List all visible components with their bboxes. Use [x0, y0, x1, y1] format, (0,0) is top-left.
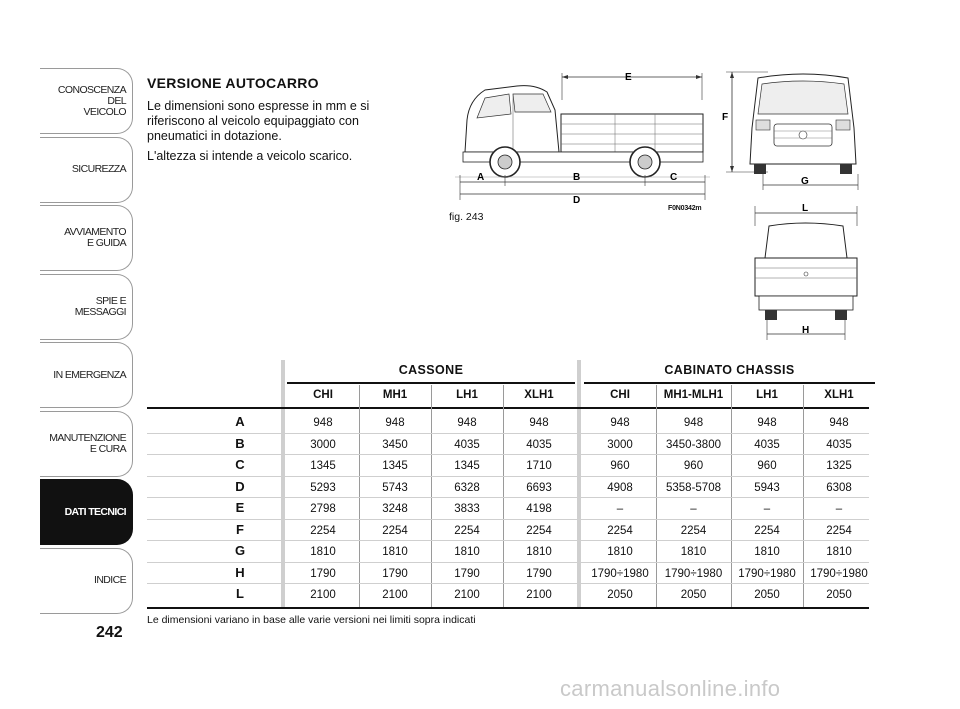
table-cell: 2254: [754, 524, 780, 537]
sidebar-tab-4[interactable]: SPIE E MESSAGGI: [40, 274, 133, 340]
figure-code: F0N0342m: [668, 205, 702, 212]
table-cell: 1345: [454, 460, 480, 472]
table-cell: 1790: [526, 567, 552, 580]
page-number: 242: [96, 624, 123, 641]
table-cell: 948: [610, 417, 630, 429]
row-label: L: [236, 586, 244, 601]
table-cell: 2100: [526, 589, 552, 601]
table-cell: 1790: [382, 567, 408, 580]
row-rule: [147, 583, 869, 584]
sidebar-tab-5[interactable]: IN EMERGENZA: [40, 342, 133, 408]
table-footnote: Le dimensioni variano in base alle varie versioni nei limiti sopra indicati: [147, 614, 476, 626]
section-title: VERSIONE AUTOCARRO: [147, 75, 319, 91]
table-cell: 1790÷1980: [738, 567, 796, 580]
row-label: B: [235, 435, 245, 451]
table-cell: 2254: [826, 524, 852, 537]
figure-label: fig. 243: [449, 211, 484, 223]
table-cell: 1810: [826, 546, 852, 558]
table-cell: 2254: [680, 524, 707, 537]
table-cell: 2254: [607, 524, 633, 537]
dim-label-f: F: [722, 112, 729, 123]
table-cell: 2254: [454, 524, 480, 537]
row-label: G: [234, 543, 246, 558]
dim-label-a: A: [477, 172, 485, 183]
table-cell: 948: [829, 417, 849, 429]
sidebar-tab-6[interactable]: MANUTENZIONE E CURA: [40, 411, 133, 477]
table-cell: 1790÷1980: [664, 567, 723, 580]
sidebar-tab-7[interactable]: DATI TECNICI: [40, 479, 133, 545]
table-cell: 3833: [454, 503, 480, 515]
table-cell: 5743: [382, 481, 408, 494]
table-cell: 2254: [526, 524, 552, 537]
table-cell: 4035: [754, 438, 780, 451]
column-header: XLH1: [524, 389, 554, 401]
table-cell: 1710: [526, 460, 552, 472]
table-cell: 6328: [454, 481, 480, 494]
table-cell: 1810: [680, 546, 707, 558]
table-cell: 3450-3800: [666, 438, 721, 451]
truck-rear-view-diagram: [745, 198, 865, 343]
table-cell: 960: [610, 460, 630, 472]
table-cell: 948: [683, 417, 704, 429]
header-rule: [147, 407, 869, 409]
truck-side-view-diagram: [455, 70, 715, 210]
table-cell: 1810: [754, 546, 780, 558]
row-rule: [147, 454, 869, 455]
table-cell: 4035: [526, 438, 552, 451]
column-group-bar: [577, 360, 581, 608]
table-cell: 948: [757, 417, 777, 429]
row-rule: [147, 562, 869, 563]
row-label: F: [236, 521, 244, 537]
column-header: XLH1: [824, 389, 854, 401]
row-label: H: [235, 564, 245, 580]
table-cell: 2050: [607, 589, 633, 601]
table-cell: 1810: [310, 546, 336, 558]
table-cell: 948: [529, 417, 549, 429]
table-cell: 2254: [310, 524, 336, 537]
table-cell: 2798: [310, 503, 336, 515]
group-header-cabinato: CABINATO CHASSIS: [664, 363, 795, 377]
table-cell: 948: [313, 417, 333, 429]
column-header: CHI: [313, 389, 333, 401]
truck-front-view-diagram: [718, 68, 868, 193]
table-cell: 1790: [310, 567, 336, 580]
table-cell: –: [835, 503, 843, 515]
row-rule: [147, 476, 869, 477]
table-cell: –: [616, 503, 624, 515]
table-cell: 2100: [382, 589, 408, 601]
row-label: D: [235, 478, 245, 494]
table-cell: 1790: [454, 567, 480, 580]
column-header: MH1: [382, 389, 408, 401]
table-bottom-rule: [147, 607, 869, 609]
row-label: C: [235, 457, 245, 472]
dim-label-l: L: [802, 203, 809, 214]
table-cell: 2254: [382, 524, 408, 537]
table-cell: 3450: [382, 438, 408, 451]
watermark: carmanualsonline.info: [560, 676, 781, 701]
intro-paragraph-1: Le dimensioni sono espresse in mm e si riferiscono al veicolo equipaggiato con pneumatici in dotazione.: [147, 99, 370, 143]
dim-label-h: H: [802, 325, 810, 336]
column-header: MH1-MLH1: [663, 389, 724, 401]
table-cell: 1345: [310, 460, 336, 472]
group-rule: [584, 382, 875, 384]
table-cell: 3248: [382, 503, 408, 515]
sidebar-tab-1[interactable]: CONOSCENZA DEL VEICOLO: [40, 68, 133, 134]
table-cell: 5293: [310, 481, 336, 494]
table-cell: 1325: [826, 460, 852, 472]
intro-paragraph-2: L'altezza si intende a veicolo scarico.: [147, 149, 353, 163]
table-cell: 948: [385, 417, 405, 429]
dim-label-e: E: [625, 72, 632, 83]
table-cell: 5358-5708: [666, 481, 721, 494]
table-cell: 4035: [454, 438, 480, 451]
table-cell: 948: [457, 417, 477, 429]
table-cell: 2100: [310, 589, 336, 601]
dim-label-b: B: [573, 172, 581, 183]
table-cell: 5943: [754, 481, 780, 494]
table-cell: 2050: [826, 589, 852, 601]
table-cell: 1810: [607, 546, 633, 558]
row-label: A: [235, 414, 245, 429]
intro-text: [147, 99, 407, 169]
table-cell: 4198: [526, 503, 552, 515]
table-cell: 2050: [754, 589, 780, 601]
table-cell: 3000: [607, 438, 633, 451]
column-header: CHI: [610, 389, 630, 401]
row-rule: [147, 540, 869, 541]
dim-label-c: C: [670, 172, 678, 183]
row-rule: [147, 497, 869, 498]
table-cell: 1790÷1980: [591, 567, 649, 580]
table-cell: 4908: [607, 481, 633, 494]
column-header: LH1: [456, 389, 478, 401]
table-cell: 6308: [826, 481, 852, 494]
sidebar-tab-3[interactable]: AVVIAMENTO E GUIDA: [40, 205, 133, 271]
column-group-bar: [281, 360, 285, 608]
table-cell: 960: [683, 460, 704, 472]
table-cell: 1810: [526, 546, 552, 558]
group-header-cassone: CASSONE: [398, 363, 464, 377]
table-cell: –: [763, 503, 771, 515]
group-rule: [287, 382, 575, 384]
dim-label-g: G: [801, 176, 809, 187]
table-cell: 3000: [310, 438, 336, 451]
table-cell: –: [690, 503, 697, 515]
column-header: LH1: [756, 389, 778, 401]
table-cell: 4035: [826, 438, 852, 451]
row-label: E: [235, 500, 245, 515]
row-rule: [147, 433, 869, 434]
table-cell: 6693: [526, 481, 552, 494]
table-cell: 2050: [680, 589, 707, 601]
table-cell: 1810: [382, 546, 408, 558]
table-cell: 1790÷1980: [810, 567, 868, 580]
table-cell: 1810: [454, 546, 480, 558]
table-cell: 1345: [382, 460, 408, 472]
table-cell: 960: [757, 460, 777, 472]
dim-label-d: D: [573, 195, 581, 206]
table-cell: 2100: [454, 589, 480, 601]
sidebar-tab-8[interactable]: INDICE: [40, 548, 133, 614]
sidebar-tab-2[interactable]: SICUREZZA: [40, 137, 133, 203]
row-rule: [147, 519, 869, 520]
